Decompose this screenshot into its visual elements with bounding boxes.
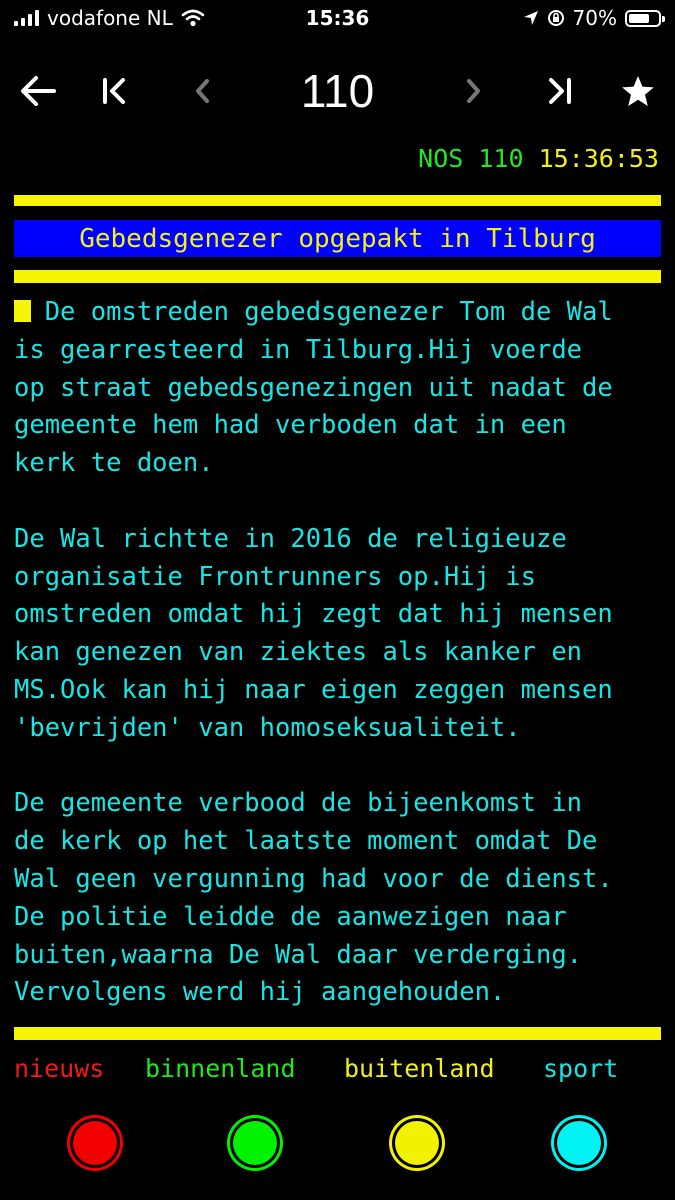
- fastext-sport[interactable]: sport: [543, 1054, 619, 1083]
- paragraph-gap: [14, 483, 664, 521]
- status-time: 15:36: [305, 6, 370, 30]
- location-arrow-icon: [523, 10, 539, 26]
- carrier-label: vodafone NL: [47, 6, 173, 30]
- header-clock: 15:36:53: [538, 144, 659, 173]
- divider-title-bottom: [14, 270, 661, 283]
- article-title: Gebedsgenezer opgepakt in Tilburg: [14, 220, 661, 257]
- paragraph-2: De Wal richtte in 2016 de religieuze organisatie Frontrunners op.Hij is omstreden omdat hij zegt dat hij mensen kan genezen van ziektes als kanker en MS.Ook kan hij naar eigen zeggen mensen 'bevrijden' van homoseksualiteit.: [14, 523, 613, 743]
- fastext-buitenland[interactable]: buitenland: [344, 1054, 495, 1083]
- last-page-button[interactable]: [540, 58, 580, 124]
- header-source: NOS: [418, 144, 464, 173]
- status-bar: [0, 0, 675, 40]
- favorite-button[interactable]: [616, 58, 660, 124]
- green-button[interactable]: [233, 1121, 277, 1165]
- next-page-button[interactable]: [458, 58, 490, 124]
- orientation-lock-icon: [547, 9, 565, 27]
- page-navigation: [0, 58, 675, 124]
- page-number[interactable]: 110: [300, 65, 375, 117]
- teletext-header: [418, 144, 659, 173]
- header-page: 110: [478, 144, 524, 173]
- battery-icon: [625, 10, 661, 27]
- red-button[interactable]: [73, 1121, 117, 1165]
- skip-to-last-icon: [545, 76, 575, 106]
- article-body: [14, 294, 664, 1012]
- status-right: [523, 6, 661, 30]
- fastext-binnenland[interactable]: binnenland: [145, 1054, 296, 1083]
- paragraph-3: De gemeente verbood de bijeenkomst in de kerk op het laatste moment omdat De Wal geen vergunning had voor de dienst. De politie leidde de aanwezigen naar buiten,waarna De Wal daar verderging. Vervolgens werd hij aangehouden.: [14, 788, 613, 1008]
- fastext-nieuws[interactable]: nieuws: [14, 1054, 105, 1083]
- divider-bottom: [14, 1027, 661, 1040]
- star-icon: [621, 74, 655, 108]
- paragraph-1: De omstreden gebedsgenezer Tom de Wal is gearresteerd in Tilburg.Hij voerde op straat gebedsgenezingen uit nadat de gemeente hem had verboden dat in een kerk te doen.: [14, 297, 613, 479]
- yellow-button[interactable]: [395, 1121, 439, 1165]
- paragraph-gap: [14, 748, 664, 786]
- divider-top: [14, 195, 661, 206]
- battery-percent: 70%: [572, 6, 617, 30]
- chevron-right-icon: [464, 77, 484, 105]
- cyan-button[interactable]: [557, 1121, 601, 1165]
